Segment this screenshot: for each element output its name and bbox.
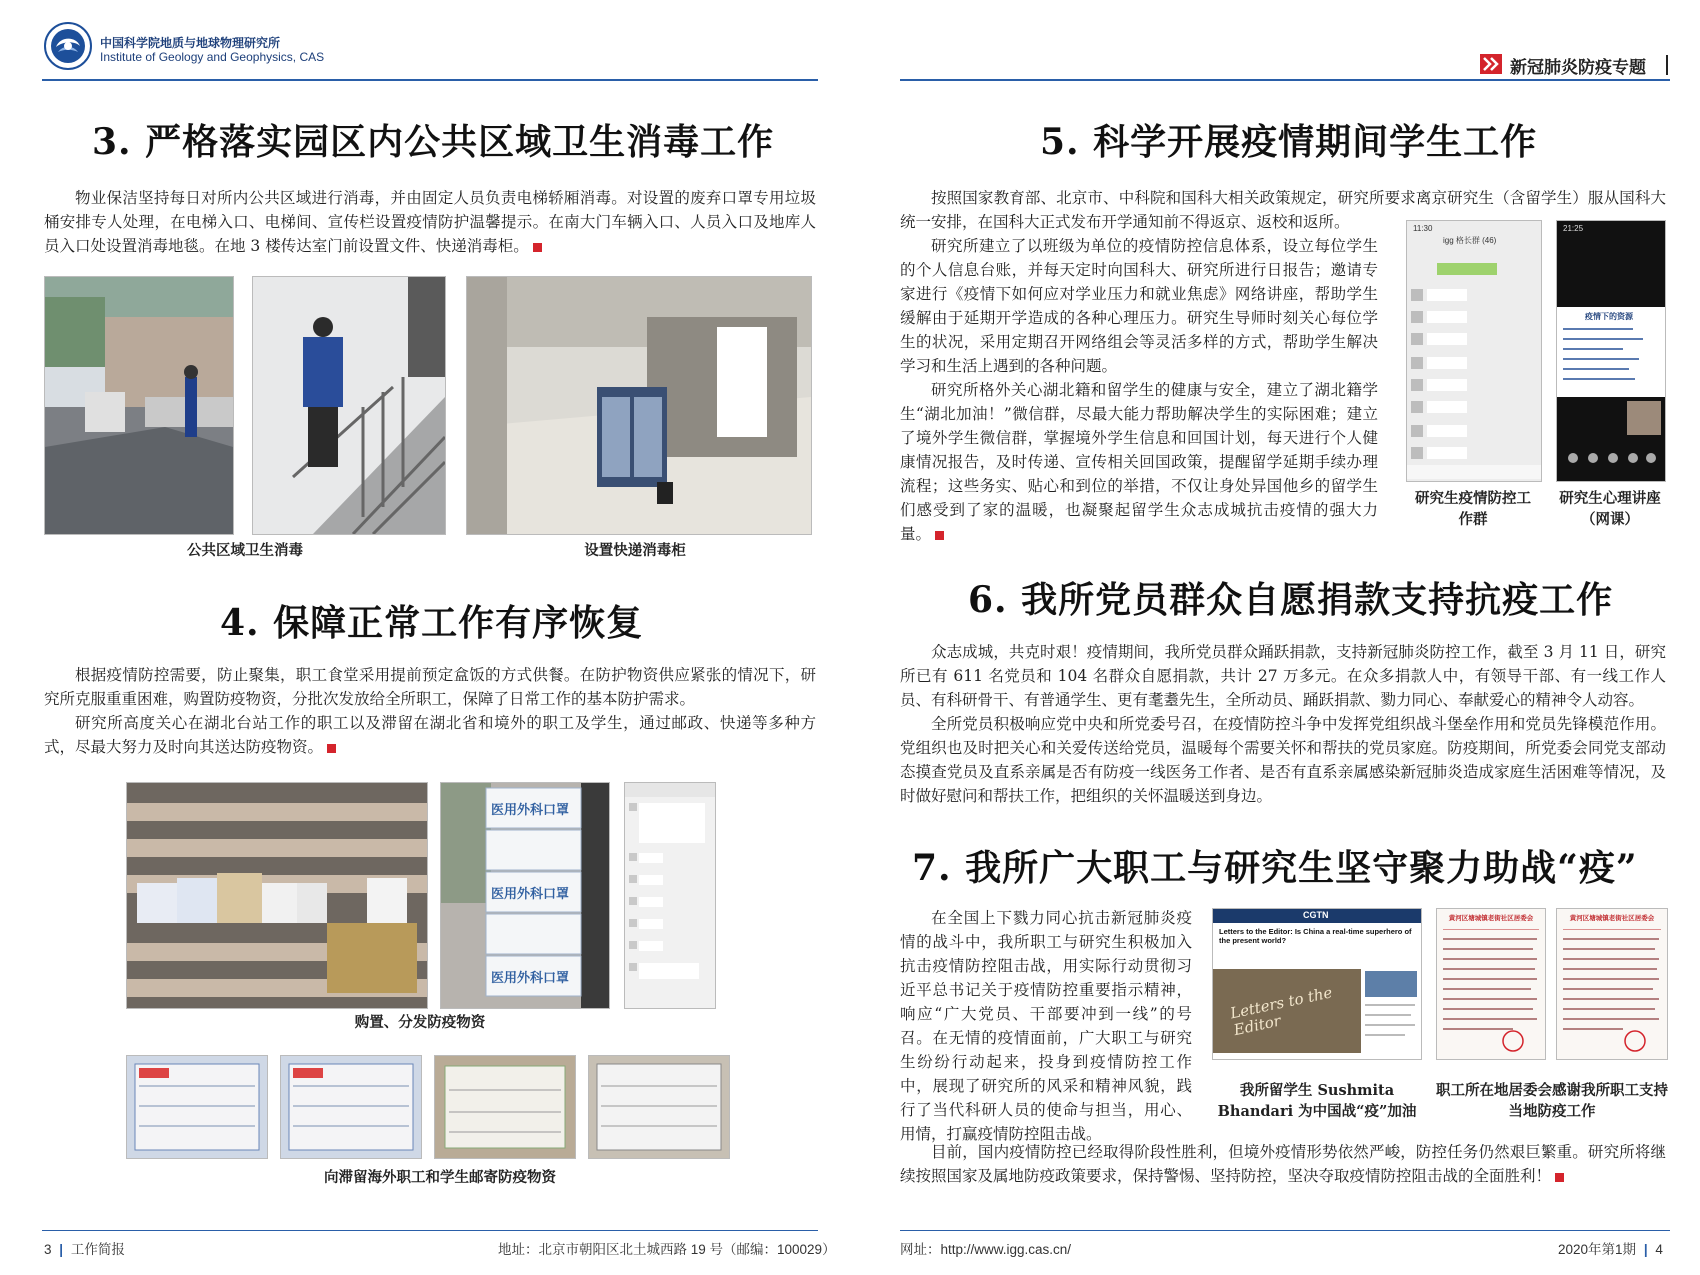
publication-name: 工作简报 bbox=[70, 1242, 125, 1257]
section7-closing bbox=[900, 1140, 1666, 1188]
section7-paragraph: 在全国上下戮力同心抗击新冠肺炎疫情的战斗中，我所职工与研究生积极加入抗击疫情防控阻击战，用实际行动贯彻习近平总书记关于疫情防控重要指示精神，响应“广大党员、干部要冲到一线”的号召。在无情的疫情面前，广大职工与研究生纷纷行动起来，投身到疫情防控工作中，展现了研究所的风采和精神风貌，践行了当代科研人员的使命与担当，用心、用情，打赢疫情防控阻击战。 bbox=[900, 909, 1192, 1143]
caption-mailing: 向滞留海外职工和学生邮寄防疫物资 bbox=[324, 1169, 556, 1186]
end-mark bbox=[935, 531, 944, 540]
footer-url[interactable]: 网址：http://www.igg.cas.cn/ bbox=[900, 1242, 1072, 1257]
section5-intro bbox=[900, 186, 1666, 234]
section3-body bbox=[44, 186, 816, 258]
header-rule-left bbox=[42, 79, 818, 81]
end-mark bbox=[327, 744, 336, 753]
section6-paragraph: 全所党员积极响应党中央和所党委号召，在疫情防控斗争中发挥党组织战斗堡垒作用和党员先锋模范作用。党组织也及时把关心和关爱传送给党员，温暖每个需要关怀和帮扶的党员家庭。防疫期间，所党委会同党支部动态摸查党员及直系亲属是否有防疫一线医务工作者、是否有直系亲属感染新冠肺炎造成家庭生活困难等情况，及时做好慰问和帮扶工作，把组织的关怀温暖送到身边。 bbox=[900, 715, 1666, 805]
photo-express-cabinet bbox=[466, 276, 812, 535]
issue-number: 2020年第1期 bbox=[1558, 1242, 1637, 1257]
section3-title: 3. 严格落实园区内公共区域卫生消毒工作 bbox=[92, 121, 775, 163]
mask-box-label: 医用外科口罩 bbox=[491, 803, 570, 818]
topic-label: 新冠肺炎防疫专题 bbox=[1510, 58, 1646, 77]
caption-online-lecture: 研究生心理讲座（网课） bbox=[1559, 490, 1661, 528]
institute-logo bbox=[44, 22, 92, 70]
mask-box-label: 医用外科口罩 bbox=[491, 887, 570, 902]
phone-time: 21:25 bbox=[1563, 224, 1584, 233]
section6-body bbox=[900, 640, 1666, 808]
section6-paragraph: 众志成城，共克时艰！疫情期间，我所党员群众踊跃捐款，支持新冠肺炎防控工作，截至 3 月 11 日，研究所已有 611 名党员和 104 名群众自愿捐款，共计 27 万多元。在众多捐款人中，有领导干部、有一线工作人员、有科研骨干、有普通学生、更有耄耋先生，全所动员、踊跃捐款、勠力同心、奉献爱心的精神令人动容。 bbox=[900, 643, 1666, 709]
section7-body bbox=[900, 906, 1192, 1146]
section5-body bbox=[900, 234, 1378, 546]
footer-issue-page: 2020年第1期 | 4 bbox=[1558, 1242, 1663, 1257]
photo-online-lecture bbox=[1556, 220, 1666, 482]
org-name-cn: 中国科学院地质与地球物理研究所 bbox=[100, 36, 281, 50]
photo-chat-screenshot bbox=[624, 782, 716, 1009]
photo-gate-disinfection bbox=[44, 276, 234, 535]
section4-paragraph: 根据疫情防控需要，防止聚集，职工食堂采用提前预定盒饭的方式供餐。在防护物资供应紧张的情况下，研究所克服重重困难，购置防疫物资，分批次发放给全所职工，保障了日常工作的基本防护需求。 bbox=[44, 666, 816, 708]
letter-header: 黄河区塘城镇老街社区居委会 bbox=[1569, 914, 1655, 922]
caption-student-letter: 我所留学生 Sushmita Bhandari 为中国战“疫”加油 bbox=[1217, 1082, 1417, 1120]
photo-thank-letter-1 bbox=[1436, 908, 1546, 1060]
section5-paragraph: 研究所建立了以班级为单位的疫情防控信息体系，设立每位学生的个人信息台账，并每天定时向国科大、研究所进行日报告；邀请专家进行《疫情下如何应对学业压力和就业焦虑》网络讲座，帮助学生缓解由于延期开学造成的各种心理压力。研究生导师时刻关心每位学生的状况，采用定期召开网络组会等灵活多样的方式，帮助学生解决学习和生活上遇到的各种问题。 bbox=[900, 237, 1378, 375]
topic-divider bbox=[1666, 55, 1668, 75]
photo-stairs-disinfection bbox=[252, 276, 446, 535]
photo-supplies-sofa bbox=[126, 782, 428, 1009]
letter-header: 黄河区塘城镇老街社区居委会 bbox=[1448, 914, 1534, 922]
footer-rule-right bbox=[900, 1230, 1670, 1231]
section7-title: 7. 我所广大职工与研究生坚守聚力助战“疫” bbox=[912, 847, 1638, 889]
section7-closing-text: 目前，国内疫情防控已经取得阶段性胜利，但境外疫情形势依然严峻，防控任务仍然艰巨繁重。研究所将继续按照国家及属地防疫政策要求，保持警惕、坚持防控，坚决夺取疫情防控阻击战的全面胜利！ bbox=[900, 1143, 1666, 1185]
page-number: 3 bbox=[44, 1242, 52, 1257]
caption-wechat-group: 研究生疫情防控工作群 bbox=[1415, 490, 1531, 528]
mask-box-label: 医用外科口罩 bbox=[491, 971, 570, 986]
cgtn-image-text: Letters to the Editor bbox=[1228, 983, 1334, 1040]
photo-mail-label-3 bbox=[434, 1055, 576, 1159]
section5-title: 5. 科学开展疫情期间学生工作 bbox=[1040, 121, 1538, 163]
caption-express-cabinet: 设置快递消毒柜 bbox=[584, 542, 686, 559]
org-name-en: Institute of Geology and Geophysics, CAS bbox=[100, 50, 325, 64]
phone-chat-title: igg 格长群 (46) bbox=[1443, 236, 1497, 245]
page-number: 4 bbox=[1655, 1242, 1663, 1257]
header-rule-right bbox=[900, 79, 1670, 81]
cgtn-headline: Letters to the Editor: Is China a real-time superhero of the present world? bbox=[1219, 927, 1412, 945]
section5-paragraph: 研究所格外关心湖北籍和留学生的健康与安全，建立了湖北籍学生“湖北加油！”微信群，尽最大能力帮助解决学生的实际困难；建立了境外学生微信群，掌握境外学生信息和回国计划，每天进行个人健康情况报告，及时传递、宣传相关回国政策，提醒留学延期手续办理流程；这些务实、贴心和到位的举措，不仅让身处异国他乡的留学生们感受到了家的温暖，也凝聚起留学生众志成城抗击疫情的强大力量。 bbox=[900, 381, 1378, 543]
section4-title: 4. 保障正常工作有序恢复 bbox=[220, 602, 644, 644]
section4-body bbox=[44, 663, 816, 759]
lecture-slide-title: 疫情下的资源 bbox=[1585, 312, 1633, 321]
cgtn-logo: CGTN bbox=[1303, 910, 1329, 920]
photo-mail-label-2 bbox=[280, 1055, 422, 1159]
footer-address: 地址：北京市朝阳区北土城西路 19 号（邮编：100029） bbox=[498, 1242, 836, 1257]
section4-paragraph: 研究所高度关心在湖北台站工作的职工以及滞留在湖北省和境外的职工及学生，通过邮政、快递等多种方式，尽最大努力及时向其送达防疫物资。 bbox=[44, 714, 816, 756]
section5-intro-text: 按照国家教育部、北京市、中科院和国科大相关政策规定，研究所要求离京研究生（含留学生）服从国科大统一安排，在国科大正式发布开学通知前不得返京、返校和返所。 bbox=[900, 189, 1666, 231]
caption-supplies: 购置、分发防疫物资 bbox=[354, 1014, 486, 1031]
footer-rule-left bbox=[42, 1230, 818, 1231]
caption-thank-letter: 职工所在地居委会感谢我所职工支持当地防疫工作 bbox=[1436, 1082, 1668, 1120]
end-mark bbox=[533, 243, 542, 252]
section3-paragraph: 物业保洁坚持每日对所内公共区域进行消毒，并由固定人员负责电梯轿厢消毒。对设置的废弃口罩专用垃圾桶安排专人处理，在电梯入口、电梯间、宣传栏设置疫情防护温馨提示。在南大门车辆入口、人员入口及地库人员入口处设置消毒地毯。在地 3 楼传达室门前设置文件、快递消毒柜。 bbox=[44, 189, 816, 255]
phone-time: 11:30 bbox=[1413, 224, 1433, 233]
photo-cgtn-letter bbox=[1212, 908, 1422, 1060]
end-mark bbox=[1555, 1173, 1564, 1182]
photo-mail-label-1 bbox=[126, 1055, 268, 1159]
footer-page-left: 3 | 工作简报 bbox=[44, 1242, 125, 1257]
section6-title: 6. 我所党员群众自愿捐款支持抗疫工作 bbox=[968, 579, 1614, 621]
caption-public-disinfection: 公共区域卫生消毒 bbox=[187, 542, 303, 559]
chevron-right-icon bbox=[1480, 54, 1502, 74]
photo-thank-letter-2 bbox=[1556, 908, 1668, 1060]
photo-mail-label-4 bbox=[588, 1055, 730, 1159]
photo-mask-boxes bbox=[440, 782, 610, 1009]
photo-wechat-group bbox=[1406, 220, 1542, 482]
